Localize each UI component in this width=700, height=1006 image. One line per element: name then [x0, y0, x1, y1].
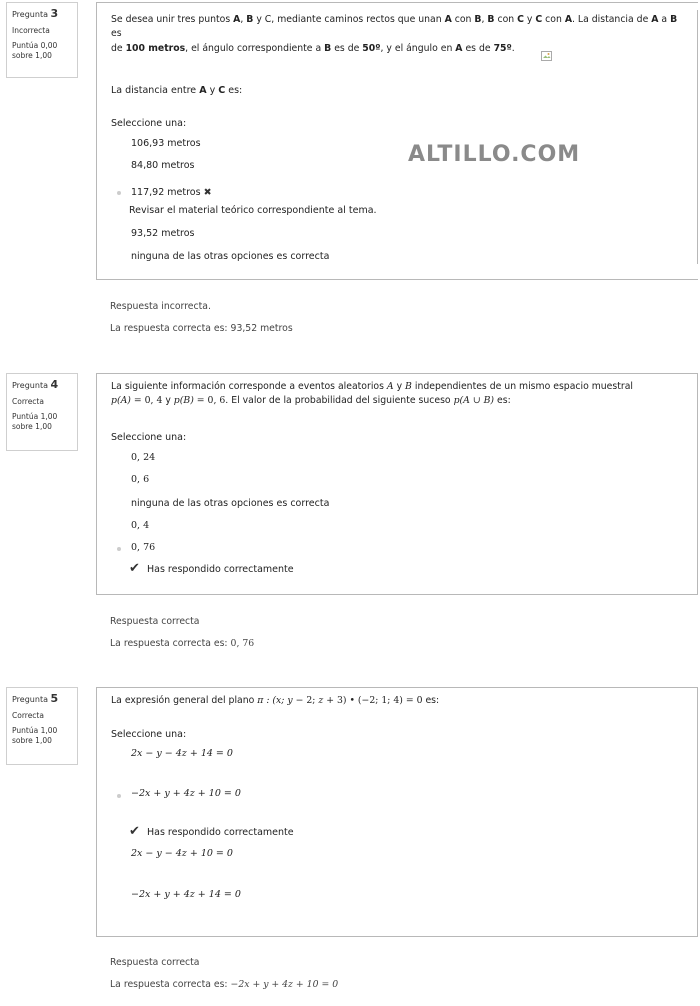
question-state: Correcta: [12, 711, 44, 721]
question-info-q3: [6, 2, 78, 78]
answer-option[interactable]: 84,80 metros: [131, 160, 195, 171]
question-text: La expresión general del plano π : (x; y − 2; z + 3) • (−2; 1; 4) = 0 es:: [111, 695, 440, 706]
incorrect-x-icon: ✖: [203, 187, 212, 198]
answer-option[interactable]: 0, 6: [131, 474, 150, 485]
question-info-q4: [6, 373, 78, 451]
question-grade: Puntúa 0,00 sobre 1,00: [12, 41, 58, 60]
answer-option[interactable]: ninguna de las otras opciones es correcta: [131, 251, 330, 262]
question-content-q4: [96, 373, 698, 595]
option-feedback: Revisar el material teórico correspondiente al tema.: [129, 205, 377, 216]
select-label: Seleccione una:: [111, 729, 187, 740]
question-info-q5: [6, 687, 78, 765]
answer-option[interactable]: −2x + y + 4z + 14 = 0: [131, 889, 241, 900]
selected-radio-icon: [117, 547, 121, 551]
answer-option[interactable]: 0, 4: [131, 520, 150, 531]
answer-option-selected[interactable]: 0, 76: [131, 542, 156, 553]
correct-feedback: ✔ Has respondido correctamente: [129, 824, 294, 839]
correct-feedback: ✔ Has respondido correctamente: [129, 561, 294, 576]
question-grade: Puntúa 1,00 sobre 1,00: [12, 726, 58, 745]
check-icon: ✔: [129, 561, 140, 576]
watermark: ALTILLO.COM: [408, 142, 581, 167]
answer-option-selected[interactable]: 117,92 metros ✖: [131, 187, 212, 198]
question-text: La siguiente información corresponde a eventos aleatorios A y B independientes de un mismo espacio muestral p(A) = 0, 4 y p(B) = 0, 6. El valor de la probabilidad del siguiente suceso p(A ∪ B) es:: [111, 381, 633, 407]
answer-option[interactable]: 93,52 metros: [131, 228, 195, 239]
select-label: Seleccione una:: [111, 118, 187, 129]
question-grade: Puntúa 1,00 sobre 1,00: [12, 412, 58, 431]
result-message: Respuesta incorrecta.: [110, 301, 211, 312]
correct-answer: La respuesta correcta es: 0, 76: [110, 638, 255, 649]
question-text: Se desea unir tres puntos A, B y C, mediante caminos rectos que unan A con B, B con C y C con A. La distancia de A a B es de 100 metros, el ángulo correspondiente a B es de 50º, y el ángulo en A es de 75º.: [111, 14, 678, 54]
broken-image-icon: [541, 51, 552, 61]
selected-radio-icon: [117, 794, 121, 798]
answer-option[interactable]: 106,93 metros: [131, 138, 201, 149]
result-message: Respuesta correcta: [110, 616, 200, 627]
answer-option[interactable]: ninguna de las otras opciones es correcta: [131, 498, 330, 509]
question-content-q3: [96, 2, 698, 280]
answer-option[interactable]: 2x − y − 4z + 14 = 0: [131, 748, 233, 759]
question-number: Pregunta 4: [12, 378, 59, 391]
question-content-q5: [96, 687, 698, 937]
selected-radio-icon: [117, 191, 121, 195]
answer-option-selected[interactable]: −2x + y + 4z + 10 = 0: [131, 788, 241, 799]
question-state: Incorrecta: [12, 26, 50, 36]
correct-answer: La respuesta correcta es: −2x + y + 4z + 10 = 0: [110, 979, 339, 990]
correct-answer: La respuesta correcta es: 93,52 metros: [110, 323, 293, 334]
result-message: Respuesta correcta: [110, 957, 200, 968]
answer-option[interactable]: 0, 24: [131, 452, 156, 463]
select-label: Seleccione una:: [111, 432, 187, 443]
question-number: Pregunta 3: [12, 7, 59, 20]
check-icon: ✔: [129, 824, 140, 839]
content-border: [697, 10, 698, 264]
question-number: Pregunta 5: [12, 692, 59, 705]
question-state: Correcta: [12, 397, 44, 407]
answer-option[interactable]: 2x − y − 4z + 10 = 0: [131, 848, 233, 859]
question-prompt: La distancia entre A y C es:: [111, 85, 243, 96]
